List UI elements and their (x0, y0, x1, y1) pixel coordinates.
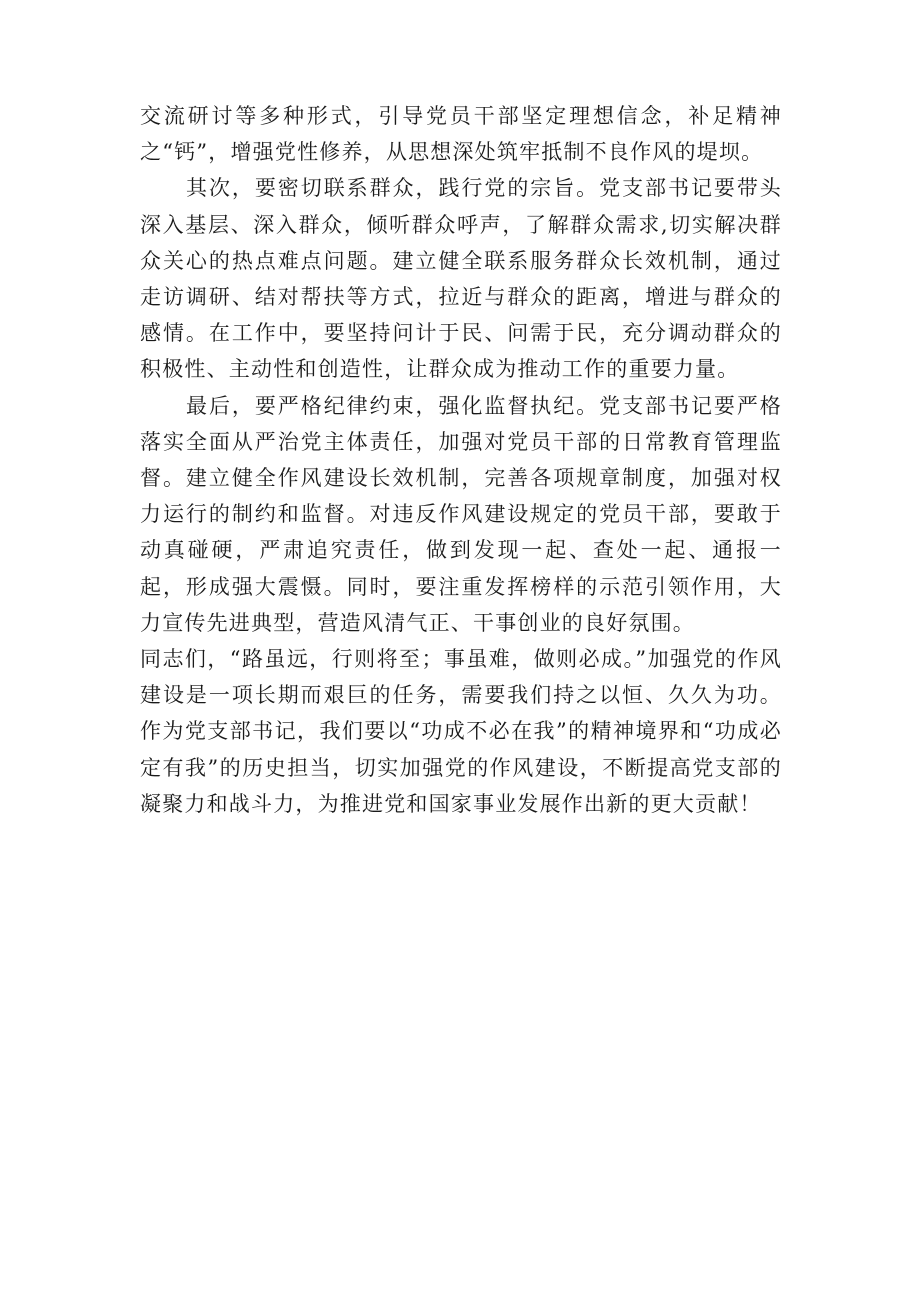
paragraph-continuation: 交流研讨等多种形式，引导党员干部坚定理想信念，补足精神之“钙”，增强党性修养，从思想深处筑牢抵制不良作风的堤坝。 (140, 104, 782, 165)
paragraph-conclusion: 同志们，“路虽远，行则将至；事虽难，做则必成。”加强党的作风建设是一项长期而艰巨的任务，需要我们持之以恒、久久为功。作为党支部书记，我们要以“功成不必在我”的精神境界和“功成必定有我”的历史担当，切实加强党的作风建设，不断提高党支部的凝聚力和战斗力，为推进党和国家事业发展作出新的更大贡献！ (140, 647, 782, 816)
paragraph-contact-masses: 其次，要密切联系群众，践行党的宗旨。党支部书记要带头深入基层、深入群众，倾听群众呼声，了解群众需求,切实解决群众关心的热点难点问题。建立健全联系服务群众长效机制，通过走访调研、结对帮扶等方式，拉近与群众的距离，增进与群众的感情。在工作中，要坚持问计于民、问需于民，充分调动群众的积极性、主动性和创造性，让群众成为推动工作的重要力量。 (140, 176, 782, 382)
document-body (140, 98, 782, 822)
paragraph-discipline: 最后，要严格纪律约束，强化监督执纪。党支部书记要严格落实全面从严治党主体责任，加强对党员干部的日常教育管理监督。建立健全作风建设长效机制，完善各项规章制度，加强对权力运行的制约和监督。对违反作风建设规定的党员干部，要敢于动真碰硬，严肃追究责任，做到发现一起、查处一起、通报一起，形成强大震慑。同时，要注重发挥榜样的示范引领作用，大力宣传先进典型，营造风清气正、干事创业的良好氛围。 (140, 393, 782, 635)
